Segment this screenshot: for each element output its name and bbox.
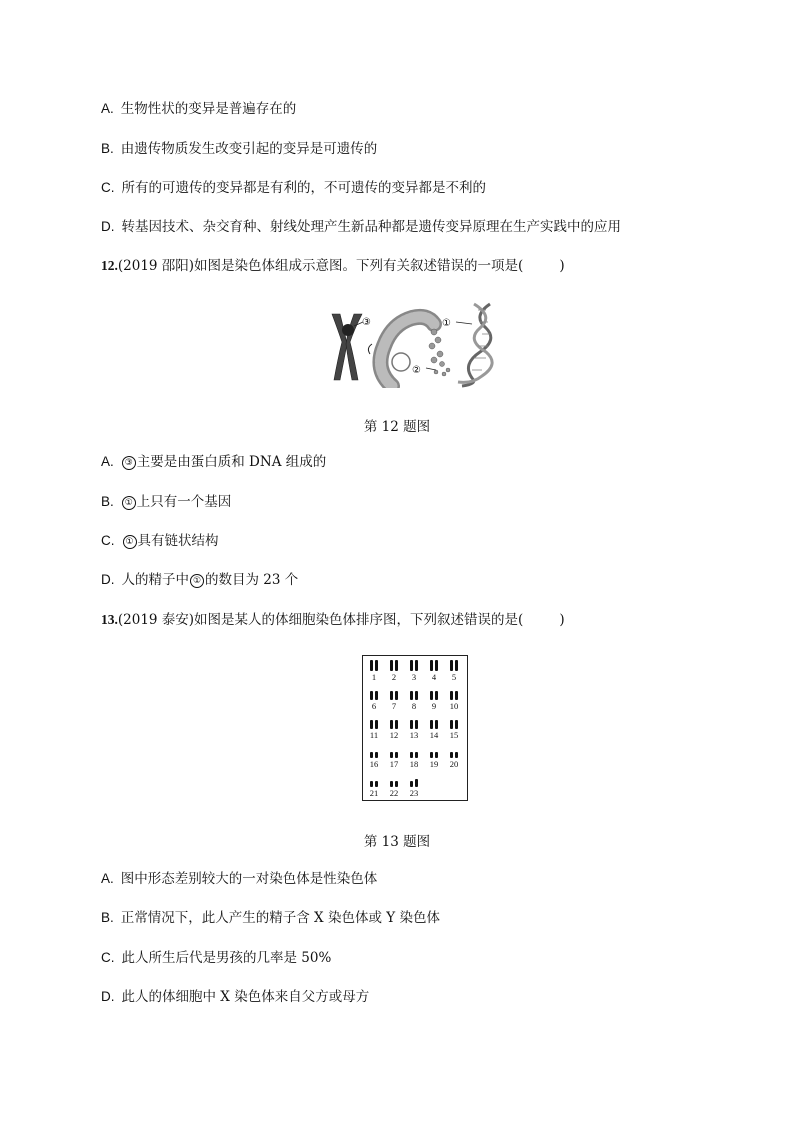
chromosome-pair [390,720,400,729]
option-letter: D. [101,572,115,587]
q11-option-d [101,218,621,236]
karyotype-number-label: 10 [449,701,459,711]
chromosome-pair [390,752,400,758]
karyotype-number-label: 23 [409,788,419,798]
option-text: 图中形态差别较大的一对染色体是性染色体 [120,871,378,887]
chromosome-pair [430,752,440,758]
option-text: 此人的体细胞中 X 染色体来自父方或母方 [121,989,370,1005]
karyotype-number-label: 2 [391,672,397,682]
karyotype-number-label: 5 [451,672,457,682]
chromosome-structure-figure [322,300,502,388]
karyotype-number-label: 6 [371,701,377,711]
question-text: (2019 邵阳)如图是染色体组成示意图。下列有关叙述错误的一项是( [117,258,524,274]
chromosome-pair [450,691,460,700]
chromosome-pair [410,691,420,700]
option-text: 上只有一个基因 [136,494,232,510]
option-text: 转基因技术、杂交育种、射线处理产生新品种都是遗传变异原理在生产实践中的应用 [121,219,621,235]
option-text: 正常情况下，此人产生的精子含 X 染色体或 Y 染色体 [120,910,440,926]
karyotype-number-label: 4 [431,672,437,682]
karyotype-number-label: 20 [449,759,459,769]
chromosome-pair [410,720,420,729]
question-number: 13. [101,612,118,627]
karyotype-number-label: 9 [431,701,437,711]
chromosome-pair [390,660,400,671]
karyotype-number-label: 19 [429,759,439,769]
option-text: 此人所生后代是男孩的几率是 50% [121,950,332,966]
option-letter: A. [101,871,114,886]
chromosome-pair [370,752,380,758]
q12-option-a [101,453,326,471]
chromosome-pair [370,691,380,700]
option-letter: D. [101,989,115,1004]
karyotype-number-label: 11 [369,730,379,740]
question-close: ) [559,258,565,274]
q11-option-a [101,100,296,118]
karyotype-number-label: 21 [369,788,379,798]
label-2: ② [412,365,421,376]
label-1: ① [442,318,451,329]
coiled-fiber [380,317,434,386]
option-text: 生物性状的变异是普遍存在的 [120,101,297,117]
q12-stem [101,257,565,275]
circled-number-mark: ① [122,496,136,510]
circled-number-mark: ① [190,574,204,588]
q12-option-b [101,493,231,511]
option-text: 所有的可遗传的变异都是有利的，不可遗传的变异都是不利的 [121,180,486,196]
chromosome-pair [430,660,440,671]
question-close: ) [559,612,565,628]
karyotype-number-label: 13 [409,730,419,740]
dna-helix [458,304,492,386]
q11-option-c [101,179,486,197]
karyotype-number-label: 3 [411,672,417,682]
circled-number-mark: ③ [122,456,136,470]
circled-number-mark: ① [123,535,137,549]
chromosome-pair [430,720,440,729]
chromosome-pair [410,781,420,787]
karyotype-number-label: 7 [391,701,397,711]
karyotype-number-label: 17 [389,759,399,769]
q11-option-b [101,140,377,158]
q13-option-c [101,949,331,967]
q12-figure-caption: 第 12 题图 [363,419,431,435]
q13-option-b [101,909,440,927]
q13-option-d [101,988,369,1006]
option-text-prefix: 人的精子中 [121,572,189,588]
q12-option-d [101,571,298,589]
option-text: 具有链状结构 [137,533,219,549]
question-number: 12. [101,258,118,273]
option-letter: C. [101,180,115,195]
centromere-circle [342,324,354,336]
q13-stem [101,611,565,629]
chromosome-pair [370,720,380,729]
karyotype-number-label: 8 [411,701,417,711]
karyotype-number-label: 12 [389,730,399,740]
option-letter: D. [101,219,115,234]
option-letter: B. [101,141,114,156]
karyotype-number-label: 14 [429,730,439,740]
option-letter: C. [101,950,115,965]
option-text: 主要是由蛋白质和 DNA 组成的 [136,454,327,470]
option-text: 的数目为 23 个 [205,572,299,588]
option-letter: A. [101,101,114,116]
chromosome-pair [450,752,460,758]
chromosome-pair [370,781,380,787]
karyotype-number-label: 18 [409,759,419,769]
label-3: ③ [362,317,371,328]
chromosome-x-shape [332,314,362,380]
option-letter: A. [101,454,114,469]
karyotype-figure [362,655,468,801]
q12-option-c [101,532,219,550]
option-letter: B. [101,910,114,925]
chromosome-pair [410,660,420,671]
karyotype-number-label: 15 [449,730,459,740]
q13-figure-caption: 第 13 题图 [363,834,431,850]
chromosome-pair [410,752,420,758]
chromosome-pair [390,691,400,700]
karyotype-number-label: 1 [371,672,377,682]
question-text: (2019 泰安)如图是某人的体细胞染色体排序图，下列叙述错误的是( [117,612,524,628]
q13-option-a [101,870,377,888]
option-letter: B. [101,494,114,509]
chromosome-pair [390,781,400,787]
karyotype-number-label: 22 [389,788,399,798]
karyotype-number-label: 16 [369,759,379,769]
chromosome-pair [450,660,460,671]
chromosome-pair [370,660,380,671]
chromosome-pair [450,720,460,729]
chromosome-pair [430,691,440,700]
option-text: 由遗传物质发生改变引起的变异是可遗传的 [120,141,378,157]
option-letter: C. [101,533,115,548]
